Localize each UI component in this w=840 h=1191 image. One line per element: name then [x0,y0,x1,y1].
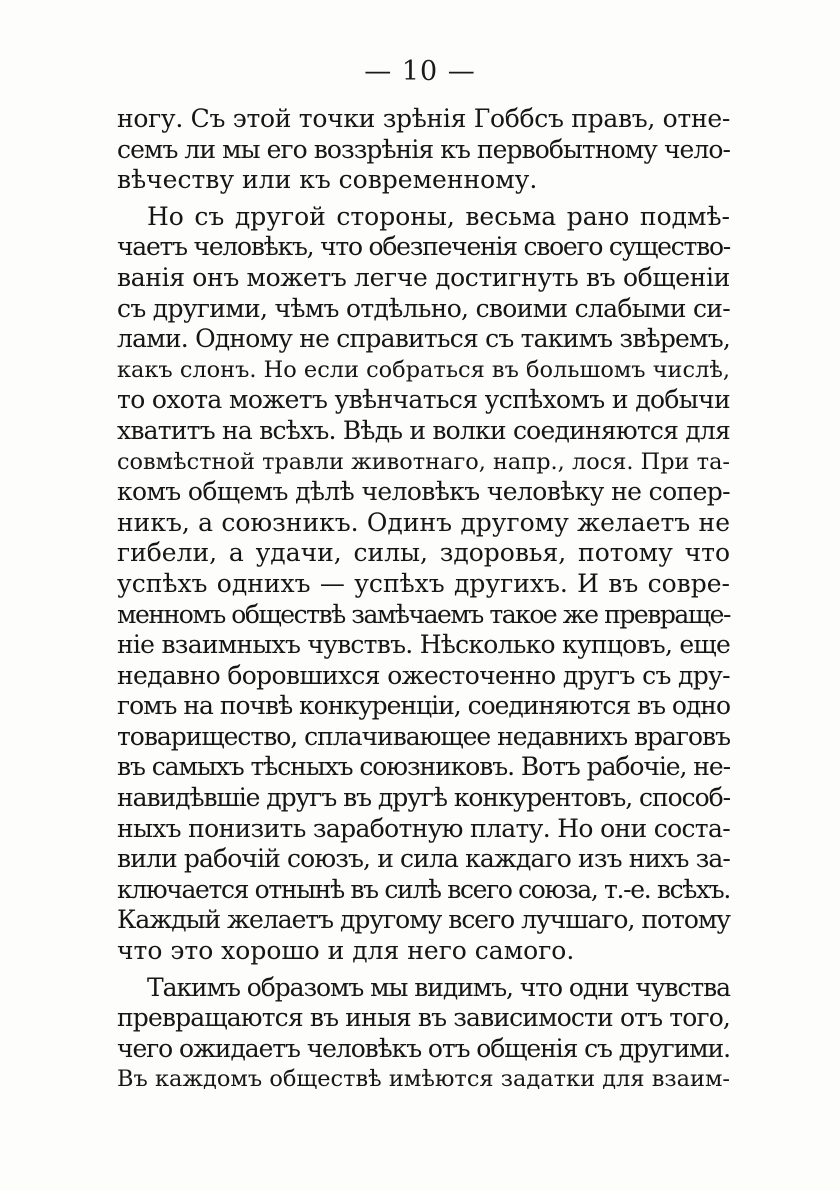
text-line: гомъ на почвѣ конкуренціи, соединяются въ одно [117,691,730,721]
text-line: навидѣвшіе другъ въ другѣ конкурентовъ, способ- [117,783,730,813]
body-text [117,104,730,1095]
text-line: хватитъ на всѣхъ. Вѣдь и волки соединяются для [117,415,730,445]
text-line: Въ каждомъ обществѣ имѣются задатки для взаим- [117,1066,730,1093]
text-line: чаетъ человѣкъ, что обезпеченія своего существо- [117,232,730,262]
text-line: комъ общемъ дѣлѣ человѣкъ человѣку не сопер- [117,477,730,507]
text-line: какъ слонъ. Но если собраться въ большомъ числѣ, [117,356,730,383]
text-line: вѣчеству или къ современному. [117,165,538,195]
text-line: ныхъ понизить заработную плату. Но они соста- [117,813,730,843]
text-line: совмѣстной травли животнаго, напр., лося. При та- [117,448,730,475]
text-line: то охота можетъ увѣнчаться успѣхомъ и добычи [117,385,730,415]
text-line: чего ожидаетъ человѣкъ отъ общенія съ другими. [117,1033,730,1063]
text-line: превращаются въ иныя въ зависимости отъ того, [117,1003,730,1033]
text-line: лами. Одному не справиться съ такимъ звѣремъ, [117,324,730,354]
text-line: менномъ обществѣ замѣчаемъ такое же превраще- [117,599,730,629]
paragraph-1 [117,104,730,196]
paragraph-2 [117,202,730,967]
text-line: Такимъ образомъ мы видимъ, что одни чувства [147,972,730,1002]
text-line: ногу. Съ этой точки зрѣнія Гоббсъ правъ, отне- [117,104,730,133]
text-line: товарищество, сплачивающее недавнихъ враговъ [117,721,730,751]
text-line: Каждый желаетъ другому всего лучшаго, потому [117,905,730,935]
text-line: вили рабочій союзъ, и сила каждаго изъ нихъ за- [117,844,730,874]
text-line: недавно боровшихся ожесточенно другъ съ дру- [117,660,730,690]
text-line: съ другими, чѣмъ отдѣльно, своими слабыми си- [117,293,730,323]
text-line: успѣхъ однихъ — успѣхъ другихъ. И въ совре- [117,568,730,598]
text-line: Но съ другой стороны, весьма рано подмѣ- [147,201,730,231]
text-line: гибели, а удачи, силы, здоровья, потому что [117,538,730,568]
page-number: — 10 — [364,56,476,87]
text-line: въ самыхъ тѣсныхъ союзниковъ. Вотъ рабочіе, не- [117,752,730,782]
text-line: семъ ли мы его воззрѣнія къ первобытному чело- [117,134,730,164]
text-line: что это хорошо и для него самого. [117,936,575,966]
paragraph-3 [117,973,730,1095]
text-line: ніе взаимныхъ чувствъ. Нѣсколько купцовъ, еще [117,630,730,660]
text-line: ключается отнынѣ въ силѣ всего союза, т.-е. всѣхъ. [117,874,730,904]
text-line: никъ, а союзникъ. Одинъ другому желаетъ не [117,507,730,537]
text-line: ванія онъ можетъ легче достигнуть въ общеніи [117,262,730,292]
